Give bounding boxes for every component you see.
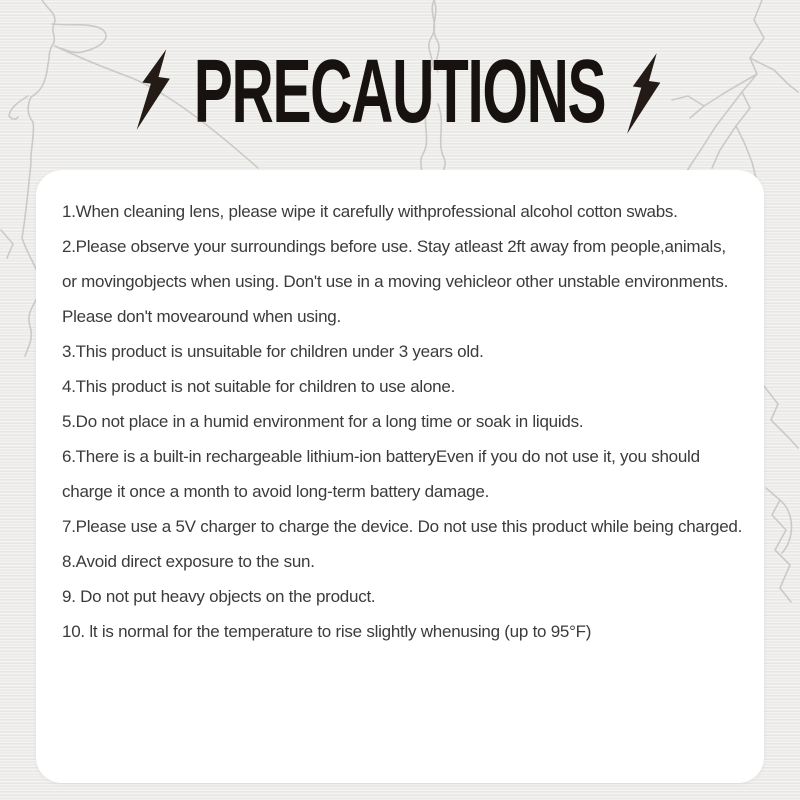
precaution-item xyxy=(62,369,738,404)
precaution-line: 10. lt is normal for the temperature to rise slightly whenusing (up to 95°F) xyxy=(62,622,592,641)
precaution-line: 4.This product is not suitable for children to use alone. xyxy=(62,377,456,396)
precaution-item xyxy=(62,614,738,649)
precaution-item xyxy=(62,334,738,369)
page-title: PRECAUTIONS xyxy=(194,42,606,142)
precaution-item xyxy=(62,544,738,579)
crack-right-edge xyxy=(764,386,798,602)
title-banner xyxy=(0,44,800,140)
lightning-bolt-icon xyxy=(623,50,667,138)
precaution-line: 1.When cleaning lens, please wipe it carefully withprofessional alcohol cotton swabs. xyxy=(62,202,678,221)
precaution-line: 2.Please observe your surroundings before use. Stay atleast 2ft away from people,animals, xyxy=(62,237,726,256)
precaution-item xyxy=(62,509,743,544)
precaution-line: or movingobjects when using. Don't use in a moving vehicleor other unstable environments. xyxy=(62,272,729,291)
lightning-bolt-icon xyxy=(133,46,177,134)
precaution-line: 6.There is a built-in rechargeable lithium-ion batteryEven if you do not use it, you should xyxy=(62,447,700,466)
precaution-list xyxy=(62,194,743,649)
precaution-line: 9. Do not put heavy objects on the product. xyxy=(62,587,376,606)
precaution-line: 7.Please use a 5V charger to charge the device. Do not use this product while being charged. xyxy=(62,517,743,536)
precaution-line: 8.Avoid direct exposure to the sun. xyxy=(62,552,315,571)
precaution-line: 3.This product is unsuitable for children under 3 years old. xyxy=(62,342,484,361)
precaution-line: Please don't movearound when using. xyxy=(62,307,341,326)
precaution-line: 5.Do not place in a humid environment for a long time or soak in liquids. xyxy=(62,412,584,431)
precaution-item xyxy=(62,404,738,439)
crack-left-edge xyxy=(1,230,13,258)
precaution-item xyxy=(62,439,738,509)
precaution-item xyxy=(62,229,738,334)
precaution-line: charge it once a month to avoid long-term battery damage. xyxy=(62,482,490,501)
precaution-item xyxy=(62,194,738,229)
precautions-card xyxy=(36,170,764,783)
precaution-item xyxy=(62,579,738,614)
